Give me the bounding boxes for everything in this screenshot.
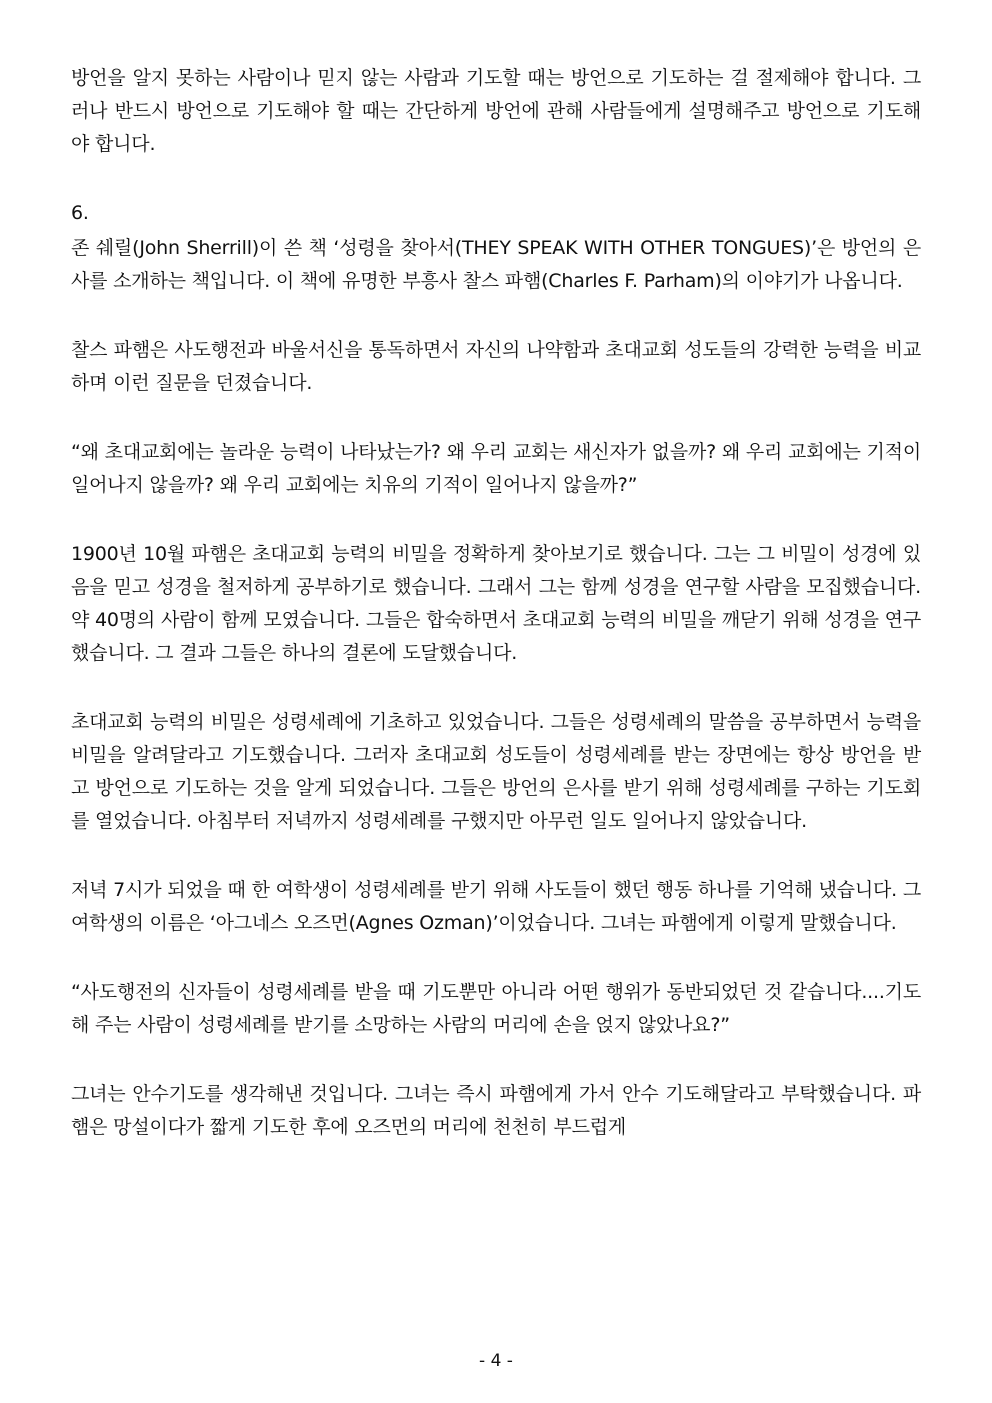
paragraph-laying-on-hands: 그녀는 안수기도를 생각해낸 것입니다. 그녀는 즉시 파햄에게 가서 안수 기도해달라고 부탁했습니다. 파햄은 망설이다가 짧게 기도한 후에 오즈먼의 머리에 천천히 부드럽게	[71, 1083, 921, 1138]
page-number: - 4 -	[479, 1351, 513, 1371]
paragraph-quote-why: “왜 초대교회에는 놀라운 능력이 나타났는가? 왜 우리 교회는 새신자가 없을까? 왜 우리 교회에는 기적이 일어나지 않을까? 왜 우리 교회에는 치유의 기적이 일어나지 않을까?”	[71, 441, 921, 496]
paragraph-tongues-restraint: 방언을 알지 못하는 사람이나 믿지 않는 사람과 기도할 때는 방언으로 기도하는 걸 절제해야 합니다. 그러나 반드시 방언으로 기도해야 할 때는 간단하게 방언에 관해 사람들에게 설명해주고 방언으로 기도해야 합니다.	[71, 67, 921, 155]
paragraph-1900-study: 1900년 10월 파햄은 초대교회 능력의 비밀을 정확하게 찾아보기로 했습니다. 그는 그 비밀이 성경에 있음을 믿고 성경을 철저하게 공부하기로 했습니다. 그래서 그는 함께 성경을 연구할 사람을 모집했습니다. 약 40명의 사람이 함께 모였습니다. 그들은 합숙하면서 초대교회 능력의 비밀을 깨닫기 위해 성경을 연구했습니다. 그 결과 그들은 하나의 결론에 도달했습니다.	[71, 543, 921, 664]
paragraph-book-intro: 존 쉐릴(John Sherrill)이 쓴 책 ‘성령을 찾아서(THEY SPEAK WITH OTHER TONGUES)’은 방언의 은사를 소개하는 책입니다. 이 책에 유명한 부흥사 찰스 파햄(Charles F. Parham)의 이야기가 나옵니다.	[71, 237, 921, 292]
paragraph-parham-question: 찰스 파햄은 사도행전과 바울서신을 통독하면서 자신의 나약함과 초대교회 성도들의 강력한 능력을 비교하며 이런 질문을 던졌습니다.	[71, 339, 922, 394]
paragraph-quote-laying-hands: “사도행전의 신자들이 성령세례를 받을 때 기도뿐만 아니라 어떤 행위가 동반되었던 것 같습니다....기도해 주는 사람이 성령세례를 받기를 소망하는 사람의 머리에 손을 얹지 않았나요?”	[71, 981, 921, 1036]
document-body	[71, 62, 921, 1180]
section-number: 6.	[71, 202, 89, 224]
paragraph-spirit-baptism: 초대교회 능력의 비밀은 성령세례에 기초하고 있었습니다. 그들은 성령세례의 말씀을 공부하면서 능력을 비밀을 알려달라고 기도했습니다. 그러자 초대교회 성도들이 성령세례를 받는 장면에는 항상 방언을 받고 방언으로 기도하는 것을 알게 되었습니다. 그들은 방언의 은사를 받기 위해 성령세례를 구하는 기도회를 열었습니다. 아침부터 저녁까지 성령세례를 구했지만 아무런 일도 일어나지 않았습니다.	[71, 711, 922, 832]
paragraph-agnes-ozman: 저녁 7시가 되었을 때 한 여학생이 성령세례를 받기 위해 사도들이 했던 행동 하나를 기억해 냈습니다. 그 여학생의 이름은 ‘아그네스 오즈먼(Agnes Ozman)’이었습니다. 그녀는 파햄에게 이렇게 말했습니다.	[71, 879, 921, 934]
